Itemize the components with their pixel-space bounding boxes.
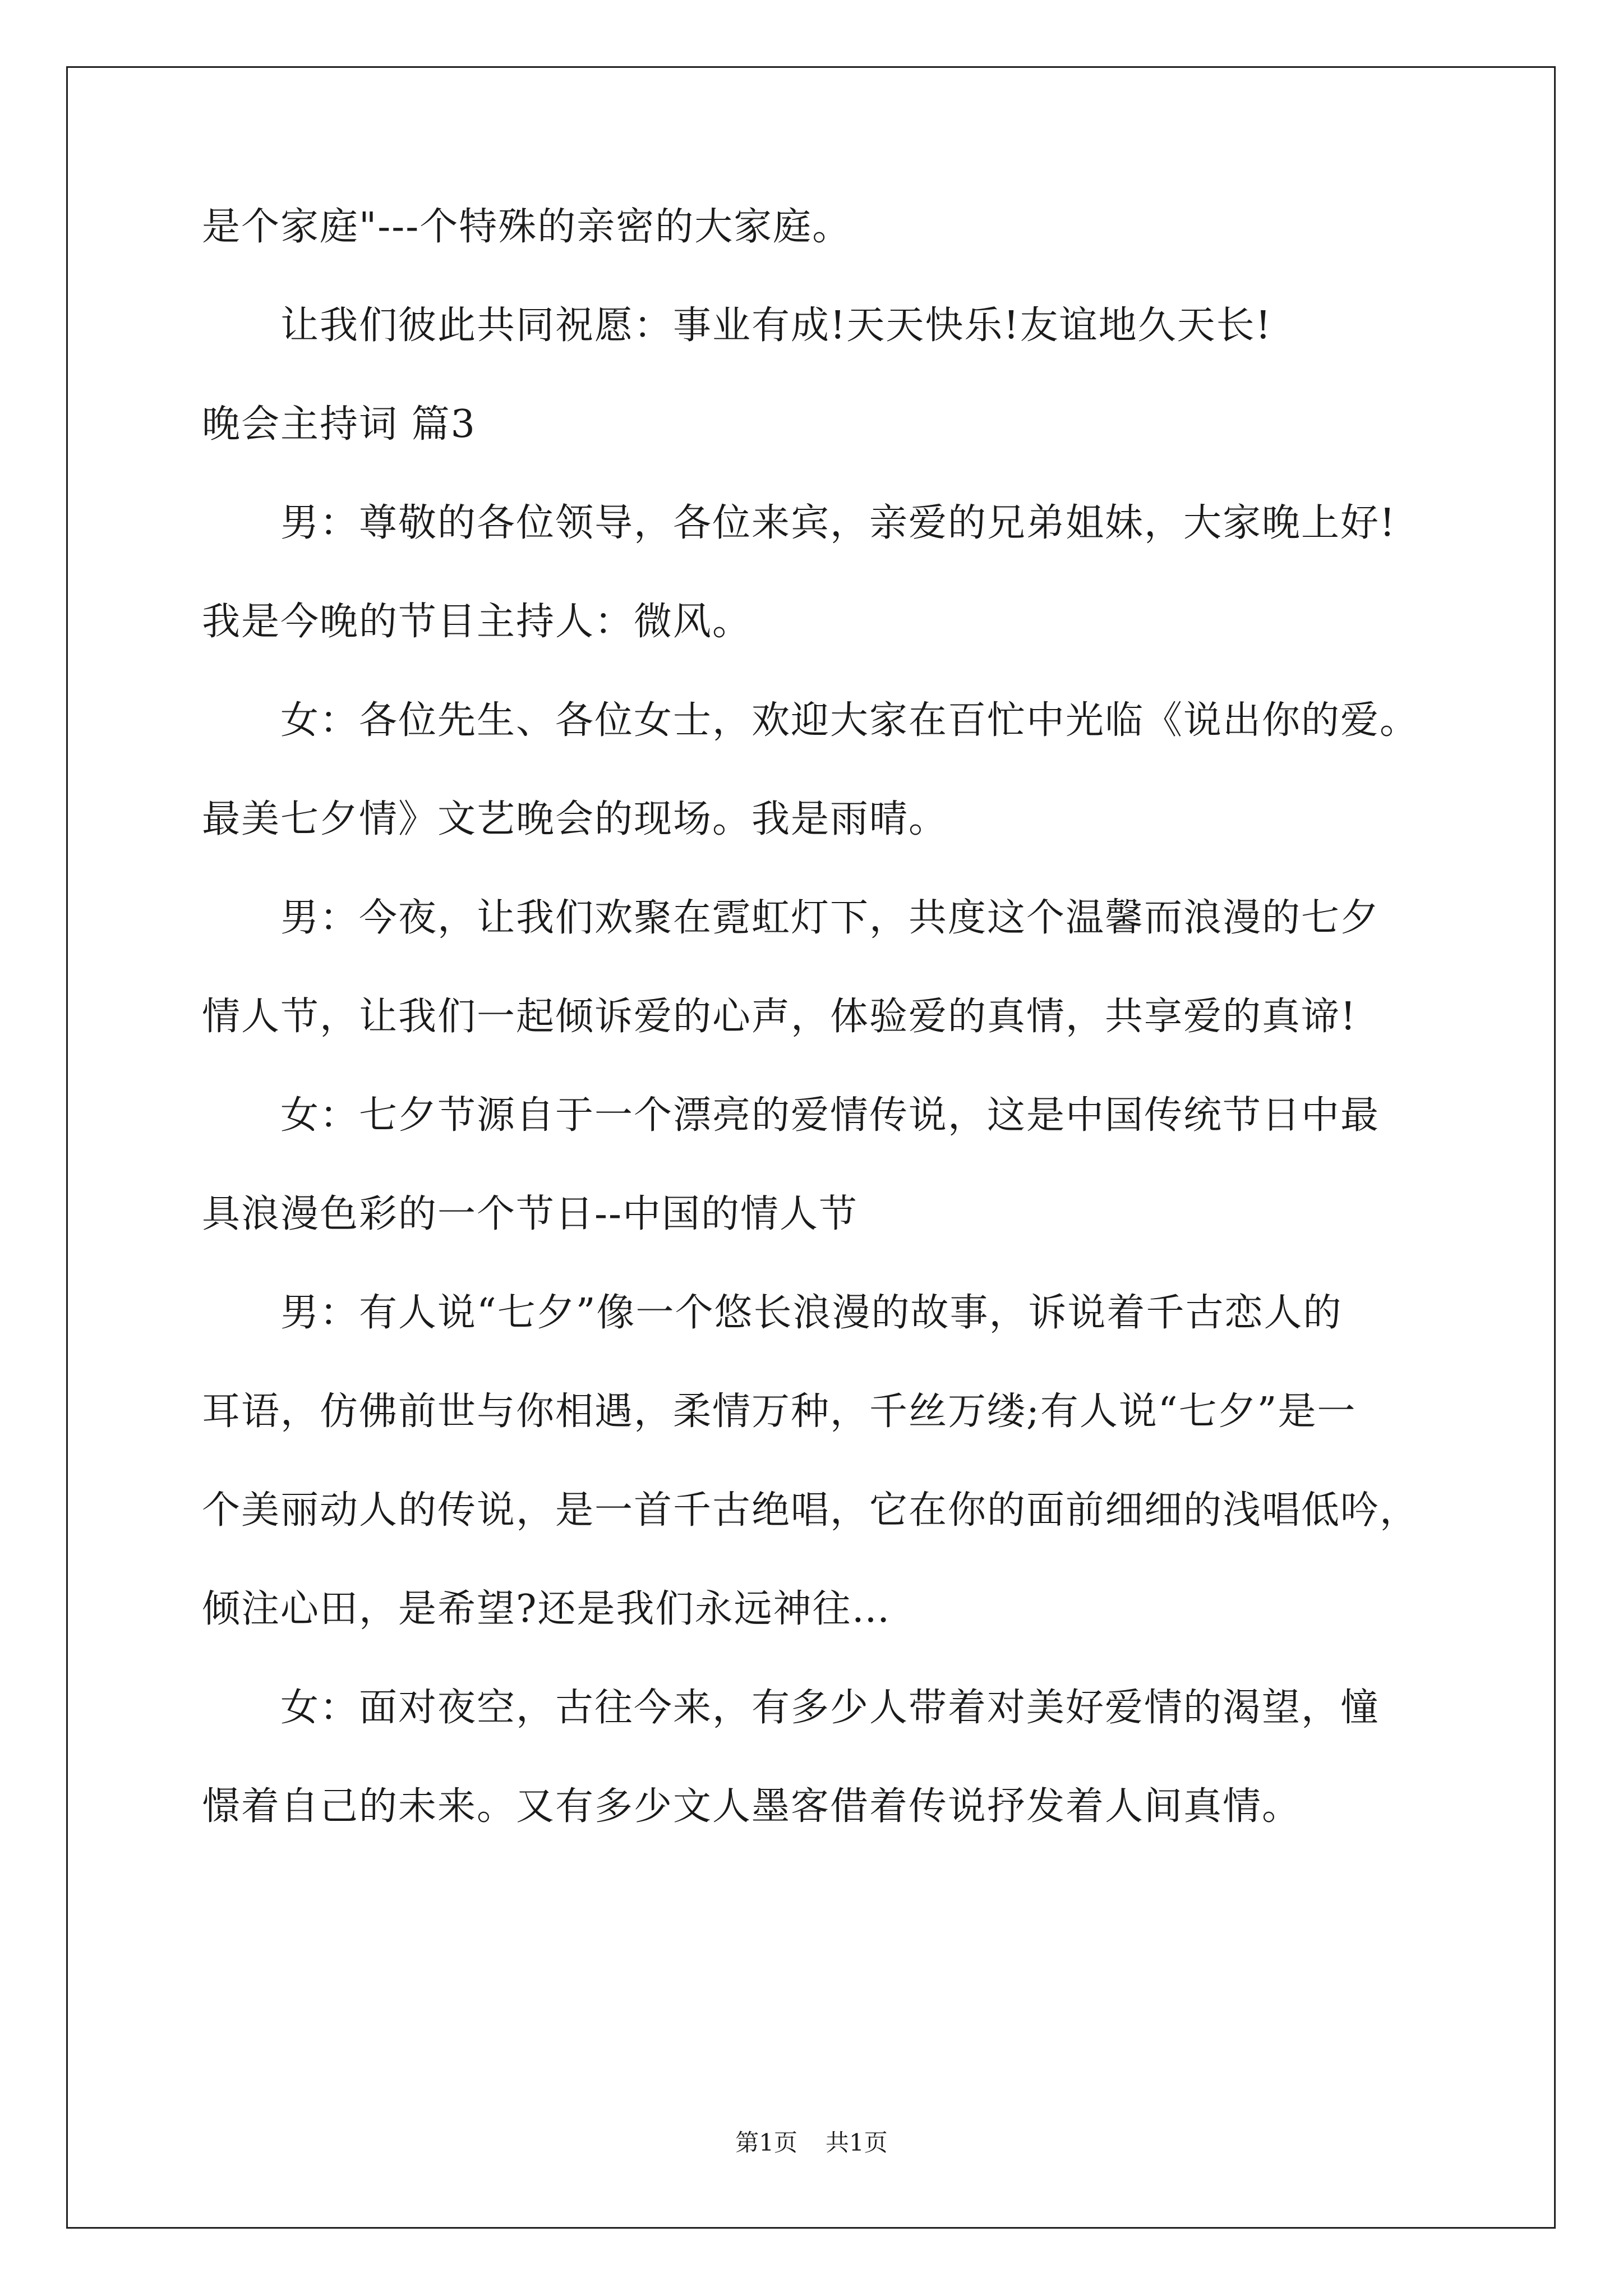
text-line-12: 男：有人说“七夕”像一个悠长浪漫的故事，诉说着千古恋人的 — [202, 1291, 1343, 1335]
text-line-6: 女：各位先生、各位女士，欢迎大家在百忙中光临《说出你的爱。 — [202, 698, 1419, 743]
text-line-11: 具浪漫色彩的一个节日--中国的情人节 — [202, 1192, 858, 1236]
text-line-1: 是个家庭"---个特殊的亲密的大家庭。 — [202, 205, 852, 249]
text-line-5: 我是今晚的节目主持人：微风。 — [202, 600, 752, 644]
text-line-17: 憬着自己的未来。又有多少文人墨客借着传说抒发着人间真情。 — [202, 1784, 1302, 1829]
text-line-4: 男：尊敬的各位领导，各位来宾，亲爱的兄弟姐妹，大家晚上好! — [202, 501, 1396, 545]
text-line-16: 女：面对夜空，古往今来，有多少人带着对美好爱情的渴望，憧 — [202, 1686, 1380, 1730]
section-heading: 晚会主持词 篇3 — [202, 402, 476, 447]
text-line-2: 让我们彼此共同祝愿：事业有成!天天快乐!友谊地久天长! — [202, 303, 1272, 348]
page-number-current: 第1页 — [735, 2129, 797, 2156]
page-footer — [0, 2126, 1623, 2160]
text-line-8: 男：今夜，让我们欢聚在霓虹灯下，共度这个温馨而浪漫的七夕 — [202, 896, 1380, 940]
text-line-14: 个美丽动人的传说，是一首千古绝唱，它在你的面前细细的浅唱低吟， — [202, 1488, 1419, 1533]
text-line-10: 女：七夕节源自于一个漂亮的爱情传说，这是中国传统节日中最 — [202, 1093, 1380, 1138]
text-line-13: 耳语，仿佛前世与你相遇，柔情万种，千丝万缕;有人说“七夕”是一 — [202, 1389, 1357, 1434]
text-line-9: 情人节，让我们一起倾诉爱的心声，体验爱的真情，共享爱的真谛! — [202, 995, 1357, 1039]
page-border — [66, 66, 1556, 2229]
text-line-15: 倾注心田，是希望?还是我们永远神往… — [202, 1587, 891, 1631]
text-line-7: 最美七夕情》文艺晚会的现场。我是雨晴。 — [202, 797, 948, 841]
page-number-total: 共1页 — [826, 2129, 888, 2156]
